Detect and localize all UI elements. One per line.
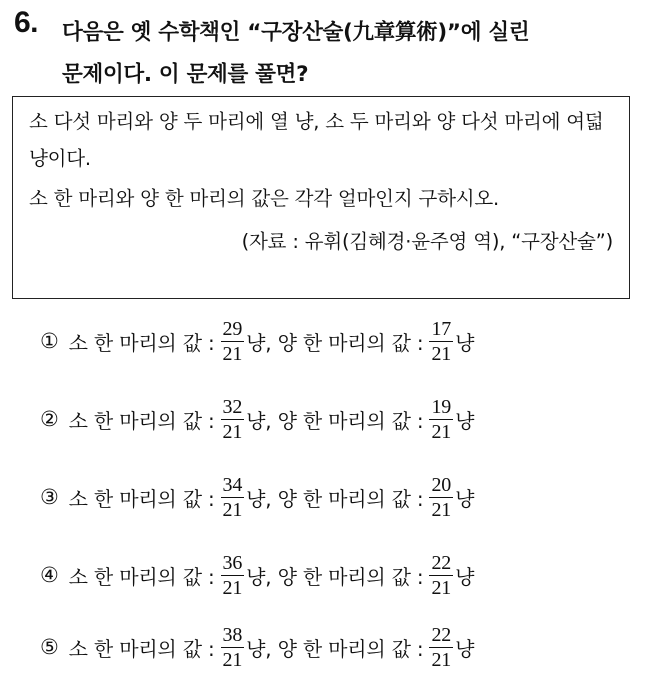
sheep-price-label: 냥, 양 한 마리의 값 : bbox=[246, 486, 424, 511]
fraction-denominator: 21 bbox=[222, 342, 243, 365]
sheep-price-label: 냥, 양 한 마리의 값 : bbox=[246, 636, 424, 661]
answer-choice-5[interactable] bbox=[40, 612, 474, 682]
choice-marker: ⑤ bbox=[40, 635, 59, 659]
unit-label: 냥 bbox=[455, 636, 475, 661]
fraction-denominator: 21 bbox=[222, 420, 243, 443]
cow-price-fraction bbox=[221, 624, 245, 671]
fraction-numerator: 36 bbox=[222, 551, 243, 574]
problem-box bbox=[12, 96, 630, 299]
choice-marker: ① bbox=[40, 329, 59, 353]
question-text-line1: 다음은 옛 수학책인 “구장산술(九章算術)”에 실린 bbox=[62, 20, 530, 45]
cow-price-label: 소 한 마리의 값 : bbox=[68, 486, 215, 511]
cow-price-label: 소 한 마리의 값 : bbox=[68, 330, 215, 355]
fraction-numerator: 22 bbox=[431, 551, 452, 574]
sheep-price-fraction bbox=[429, 624, 453, 671]
fraction-denominator: 21 bbox=[431, 648, 452, 671]
fraction-numerator: 17 bbox=[431, 317, 452, 340]
cow-price-fraction bbox=[221, 318, 245, 365]
sheep-price-label: 냥, 양 한 마리의 값 : bbox=[246, 408, 424, 433]
answer-choice-2[interactable] bbox=[40, 384, 474, 454]
unit-label: 냥 bbox=[455, 330, 475, 355]
fraction-numerator: 32 bbox=[222, 395, 243, 418]
choice-marker: ③ bbox=[40, 485, 59, 509]
cow-price-fraction bbox=[221, 474, 245, 521]
fraction-denominator: 21 bbox=[431, 498, 452, 521]
fraction-denominator: 21 bbox=[431, 342, 452, 365]
unit-label: 냥 bbox=[455, 486, 475, 511]
fraction-denominator: 21 bbox=[431, 420, 452, 443]
sheep-price-fraction bbox=[429, 552, 453, 599]
fraction-numerator: 20 bbox=[431, 473, 452, 496]
unit-label: 냥 bbox=[455, 564, 475, 589]
fraction-denominator: 21 bbox=[222, 576, 243, 599]
problem-paragraph-1: 소 다섯 마리와 양 두 마리에 열 냥, 소 두 마리와 양 다섯 마리에 여덟 냥이다. bbox=[29, 110, 604, 170]
cow-price-fraction bbox=[221, 396, 245, 443]
sheep-price-fraction bbox=[429, 396, 453, 443]
fraction-numerator: 22 bbox=[431, 623, 452, 646]
cow-price-label: 소 한 마리의 값 : bbox=[68, 636, 215, 661]
cow-price-fraction bbox=[221, 552, 245, 599]
fraction-denominator: 21 bbox=[431, 576, 452, 599]
cow-price-label: 소 한 마리의 값 : bbox=[68, 564, 215, 589]
cow-price-label: 소 한 마리의 값 : bbox=[68, 408, 215, 433]
sheep-price-label: 냥, 양 한 마리의 값 : bbox=[246, 564, 424, 589]
question-number: 6. bbox=[14, 6, 39, 39]
fraction-numerator: 38 bbox=[222, 623, 243, 646]
fraction-numerator: 34 bbox=[222, 473, 243, 496]
question-text-line2: 문제이다. 이 문제를 풀면? bbox=[62, 62, 309, 87]
question-text bbox=[62, 12, 652, 96]
choice-marker: ② bbox=[40, 407, 59, 431]
source-citation: (자료 : 유휘(김혜경·윤주영 역), “구장산술”) bbox=[241, 230, 613, 253]
fraction-denominator: 21 bbox=[222, 648, 243, 671]
sheep-price-fraction bbox=[429, 318, 453, 365]
answer-choice-1[interactable] bbox=[40, 306, 474, 376]
sheep-price-fraction bbox=[429, 474, 453, 521]
choice-marker: ④ bbox=[40, 563, 59, 587]
fraction-numerator: 19 bbox=[431, 395, 452, 418]
answer-choice-4[interactable] bbox=[40, 540, 474, 610]
unit-label: 냥 bbox=[455, 408, 475, 433]
fraction-denominator: 21 bbox=[222, 498, 243, 521]
fraction-numerator: 29 bbox=[222, 317, 243, 340]
sheep-price-label: 냥, 양 한 마리의 값 : bbox=[246, 330, 424, 355]
problem-paragraph-2: 소 한 마리와 양 한 마리의 값은 각각 얼마인지 구하시오. bbox=[29, 187, 499, 210]
answer-choice-3[interactable] bbox=[40, 462, 474, 532]
